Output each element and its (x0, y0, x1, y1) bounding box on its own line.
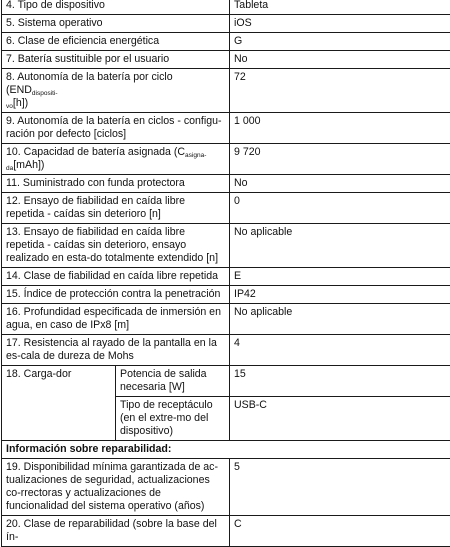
row-value: 72 (230, 69, 450, 113)
row-value: IP42 (230, 286, 450, 304)
table-row (2, 268, 450, 286)
row-label: 7. Batería sustituible por el usuario (2, 51, 230, 69)
table-row (2, 304, 450, 335)
charger-power-value: 15 (230, 366, 450, 397)
row-value: No (230, 51, 450, 69)
table-row (2, 15, 450, 33)
label-subscript: vo (6, 103, 13, 110)
row-value: G (230, 33, 450, 51)
row-value: 5 (230, 459, 450, 516)
label-subscript: dispositi- (32, 90, 58, 97)
label-subscript: asigna- (185, 152, 206, 159)
row-value: Tableta (230, 0, 450, 15)
table-row (2, 193, 450, 224)
row-label (2, 144, 230, 175)
table-row (2, 144, 450, 175)
row-label: 14. Clase de fiabilidad en caída libre repetida (2, 268, 230, 286)
table-row (2, 175, 450, 193)
row-label: 9. Autonomía de la batería en ciclos - configu-ración por defecto [ciclos] (2, 113, 230, 144)
row-label: 13. Ensayo de fiabilidad en caída libre repetida - caídas sin deterioro, ensayo realizado en esta-do totalmente extendido [n] (2, 224, 230, 268)
table-row (2, 335, 450, 366)
label-subscript: da (6, 165, 13, 172)
row-value: 1 000 (230, 113, 450, 144)
charger-label: 18. Carga-dor (2, 366, 116, 441)
row-value: No aplicable (230, 304, 450, 335)
row-label (2, 69, 230, 113)
table-row (2, 366, 450, 397)
charger-power-label: Potencia de salida necesaria [W] (116, 366, 230, 397)
row-label: 6. Clase de eficiencia energética (2, 33, 230, 51)
row-label: 11. Suministrado con funda protectora (2, 175, 230, 193)
table-row (2, 516, 450, 547)
table-row (2, 0, 450, 15)
label-text: 8. Autonomía de la batería por ciclo (END (6, 71, 173, 96)
label-text: [h]) (13, 97, 28, 109)
row-value: No (230, 175, 450, 193)
row-value: E (230, 268, 450, 286)
table-row (2, 69, 450, 113)
charger-receptacle-label: Tipo de receptáculo (en el extre-mo del dispositivo) (116, 397, 230, 441)
label-text: 10. Capacidad de batería asignada (C (6, 146, 185, 158)
row-label: 20. Clase de reparabilidad (sobre la base del ín- (2, 516, 230, 547)
row-label: 5. Sistema operativo (2, 15, 230, 33)
label-text: [mAh]) (13, 159, 44, 171)
row-value: 0 (230, 193, 450, 224)
row-value: 4 (230, 335, 450, 366)
table-row (2, 51, 450, 69)
table-row (2, 459, 450, 516)
row-label: 12. Ensayo de fiabilidad en caída libre repetida - caídas sin deterioro [n] (2, 193, 230, 224)
table-row (2, 113, 450, 144)
row-value: 9 720 (230, 144, 450, 175)
charger-receptacle-value: USB-C (230, 397, 450, 441)
row-value: No aplicable (230, 224, 450, 268)
row-label: 15. Índice de protección contra la penetración (2, 286, 230, 304)
row-label: 4. Tipo de dispositivo (2, 0, 230, 15)
table-row (2, 33, 450, 51)
spec-table (1, 0, 450, 547)
row-label: 17. Resistencia al rayado de la pantalla en la es-cala de dureza de Mohs (2, 335, 230, 366)
row-label: 16. Profundidad especificada de inmersión en agua, en caso de IPx8 [m] (2, 304, 230, 335)
row-value: C (230, 516, 450, 547)
section-header: Información sobre reparabilidad: (2, 441, 450, 459)
table-row (2, 286, 450, 304)
table-row (2, 224, 450, 268)
row-value: iOS (230, 15, 450, 33)
row-label: 19. Disponibilidad mínima garantizada de ac-tualizaciones de seguridad, actualizaciones co-rrectoras y actualizaciones de funcionalidad del sistema operativo (años) (2, 459, 230, 516)
